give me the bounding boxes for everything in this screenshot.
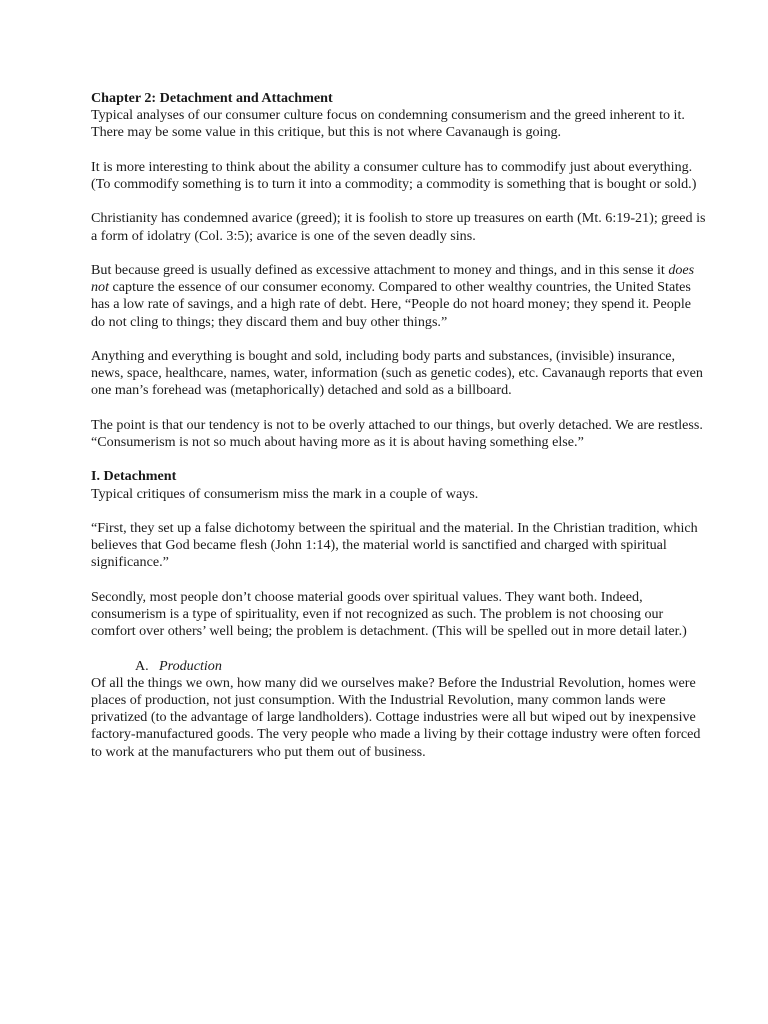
paragraph-first-quote: “First, they set up a false dichotomy between the spiritual and the material. In the Christian tradition, which believes that God became flesh (John 1:14), the material world is sanctified and charged with spiritual significance.”	[91, 519, 698, 571]
chapter-title: Chapter 2: Detachment and Attachment	[91, 90, 333, 106]
subsection-production-heading	[91, 658, 708, 675]
emphasis-does-not: does not	[91, 261, 695, 296]
paragraph-greed-part1: But because greed is usually defined as excessive attachment to money and things, and in this sense it	[91, 261, 669, 278]
subsection-letter: A.	[135, 657, 149, 674]
paragraph-intro: Typical analyses of our consumer culture focus on condemning consumerism and the greed inherent to it. There may be some value in this critique, but this is not where Cavanaugh is going.	[91, 107, 685, 141]
paragraph-everything-sold: Anything and everything is bought and sold, including body parts and substances, (invisible) insurance, news, space, healthcare, names, water, information (such as genetic codes), etc. Cavanaugh reports that even one man’s forehead was (metaphorically) detached and sold as a billboard.	[91, 347, 703, 399]
paragraph-production: Of all the things we own, how many did we ourselves make? Before the Industrial Revolution, homes were places of production, not just consumption. With the Industrial Revolution, many common lands were privatized (to the advantage of large landholders). Cottage industries were all but wiped out by inexpensive factory-manufactured goods. The very people who made a living by their cottage industry were often forced to work at the manufacturers who put them out of business.	[91, 674, 701, 760]
paragraph-commodify: It is more interesting to think about the ability a consumer culture has to commodify just about everything. (To commodify something is to turn it into a commodity; a commodity is something that is bought or sold.)	[91, 158, 697, 192]
subsection-title: Production	[159, 657, 222, 674]
paragraph-avarice: Christianity has condemned avarice (greed); it is foolish to store up treasures on earth (Mt. 6:19-21); greed is a form of idolatry (Col. 3:5); avarice is one of the seven deadly sins.	[91, 210, 706, 244]
paragraph-greed	[91, 262, 708, 331]
section-title-detachment: I. Detachment	[91, 468, 177, 485]
paragraph-critiques: Typical critiques of consumerism miss the mark in a couple of ways.	[91, 485, 479, 502]
paragraph-greed-part2: capture the essence of our consumer economy. Compared to other wealthy countries, the United States has a low rate of savings, and a high rate of debt. Here, “People do not hoard money; they spend it. People do not cling to things; they discard them and buy other things.”	[91, 279, 691, 330]
paragraph-secondly: Secondly, most people don’t choose material goods over spiritual values. They want both. Indeed, consumerism is a type of spirituality, even if not recognized as such. The problem is not choosing our comfort over others’ well being; the problem is detachment. (This will be spelled out in more detail later.)	[91, 588, 687, 640]
paragraph-detached: The point is that our tendency is not to be overly attached to our things, but overly detached. We are restless. “Consumerism is not so much about having more as it is about having something else.”	[91, 416, 703, 450]
